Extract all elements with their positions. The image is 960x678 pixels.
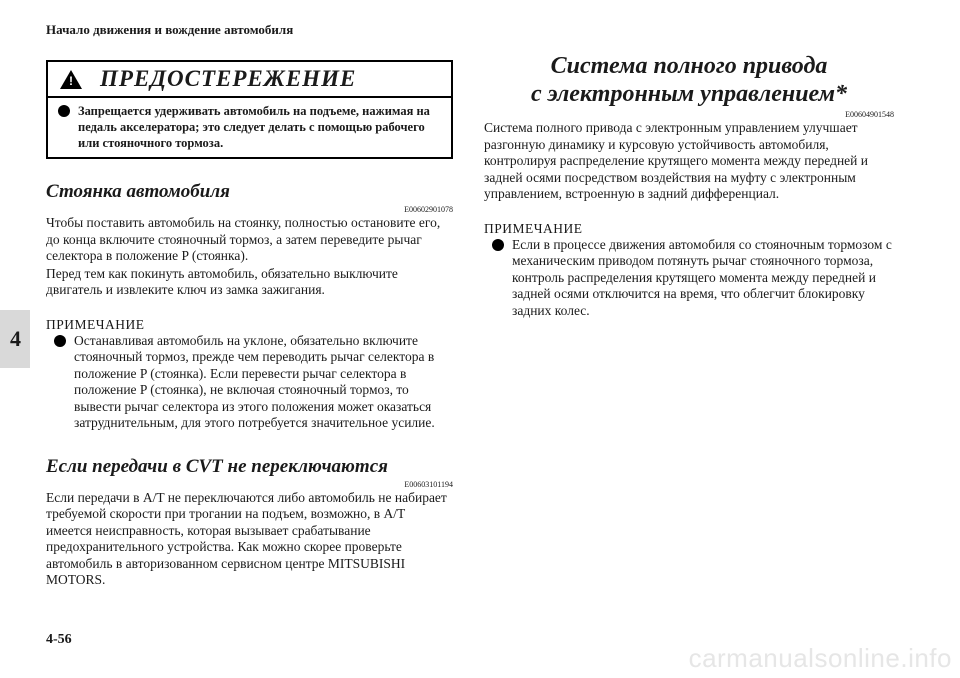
warning-title: ПРЕДОСТЕРЕЖЕНИЕ	[100, 66, 357, 91]
running-header: Начало движения и вождение автомобиля	[46, 22, 294, 37]
warning-body	[48, 98, 451, 157]
note-awd	[484, 237, 894, 320]
bullet-icon	[54, 335, 66, 347]
parking-paragraph-2: Перед тем как покинуть автомобиль, обязательно выключите двигатель и извлеките ключ из замка зажигания.	[46, 265, 398, 297]
warning-exclamation: !	[69, 73, 73, 88]
section-code-parking: E00602901078	[404, 205, 453, 214]
left-column	[46, 60, 453, 589]
section-code-cvt: E00603101194	[404, 479, 453, 489]
warning-header	[48, 62, 451, 98]
section-heading-awd-line2: с электронным управлением*	[530, 81, 848, 107]
page-number: 4-56	[46, 632, 72, 647]
warning-triangle-icon	[60, 70, 82, 89]
awd-paragraph: Система полного привода с электронным управлением улучшает разгонную динамику и курсовую устойчивость автомобиля, контролируя распределение крутящего момента между передней и задней осями посредством воздействия на муфту с электронным управлением, встроенную в задний дифференциал.	[484, 120, 868, 201]
section-code-awd: E00604901548	[845, 110, 894, 119]
bullet-icon	[58, 105, 70, 117]
note-parking	[46, 333, 453, 432]
note-parking-text: Останавливая автомобиль на уклоне, обязательно включите стояночный тормоз, прежде чем переводить рычаг селектора в положение P (стоянка). Если перевести рычаг селектора в положение P (стоянка), не включая стояночный тормоз, то вывести рычаг селектора из этого положения может оказаться затруднительным, для этого потребуется значительное усилие.	[74, 332, 435, 430]
bullet-icon	[492, 239, 504, 251]
section-heading-awd-line1: Система полного привода	[550, 53, 828, 79]
section-heading-parking: Стоянка автомобиля	[46, 181, 230, 202]
note-label-parking: ПРИМЕЧАНИЕ	[46, 316, 145, 332]
parking-paragraph-1: Чтобы поставить автомобиль на стоянку, полностью остановите его, до конца включите стояночный тормоз, а затем переведите рычаг селектора в положение P (стоянка).	[46, 215, 441, 263]
warning-box	[46, 60, 453, 159]
right-column	[484, 52, 894, 319]
chapter-number: 4	[10, 326, 21, 351]
section-heading-cvt: Если передачи в CVT не переключаются	[46, 455, 388, 477]
watermark: carmanualsonline.info	[688, 643, 952, 673]
note-awd-text: Если в процессе движения автомобиля со стояночным тормозом с механическим приводом потянуть рычаг стояночного тормоза, контроль распределения крутящего момента между передней и задней осями отключится на время, что облегчит блокировку задних колес.	[512, 236, 892, 318]
warning-text: Запрещается удерживать автомобиль на подъеме, нажимая на педаль акселератора; это следует делать с помощью рабочего или стояночного тормоза.	[78, 104, 430, 150]
note-label-awd: ПРИМЕЧАНИЕ	[484, 220, 583, 236]
cvt-paragraph: Если передачи в A/T не переключаются либо автомобиль не набирает требуемой скорости при трогании на подъем, возможно, в A/T имеется неисправность, которая вызывает срабатывание предохранительного устройства. Как можно скорее проверьте автомобиль в авторизованном сервисном центре MITSUBISHI MOTORS.	[46, 489, 447, 587]
